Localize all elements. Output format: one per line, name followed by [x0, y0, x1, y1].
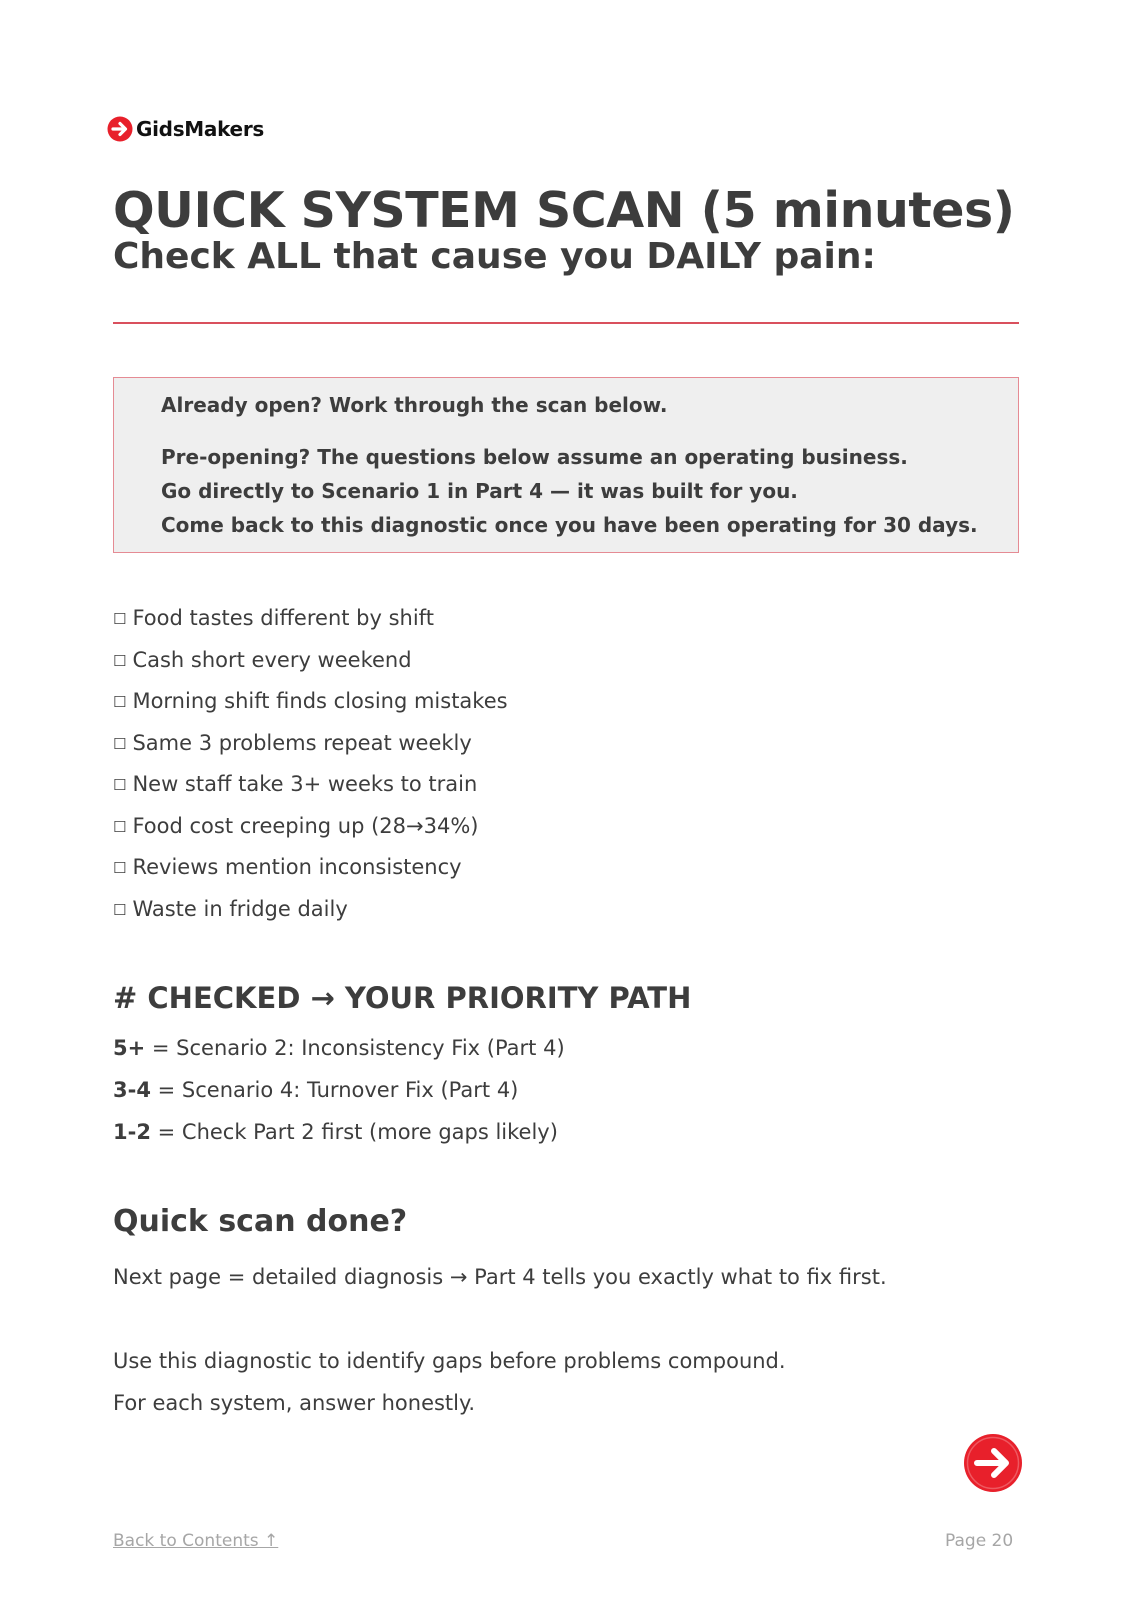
checkbox-icon[interactable]: ☐ — [113, 776, 127, 794]
checklist-item-label: Reviews mention inconsistency — [132, 855, 462, 879]
priority-row — [113, 1072, 565, 1114]
page-title: QUICK SYSTEM SCAN (5 minutes) — [113, 182, 1015, 239]
checkbox-icon[interactable]: ☐ — [113, 859, 127, 877]
checklist-item[interactable] — [113, 849, 508, 891]
priority-count: 1-2 — [113, 1120, 151, 1144]
priority-path-heading: # CHECKED → YOUR PRIORITY PATH — [113, 981, 692, 1015]
priority-count: 3-4 — [113, 1078, 151, 1102]
notice-line-scenario: Go directly to Scenario 1 in Part 4 — it was built for you. — [161, 479, 798, 503]
checklist-item-label: Food tastes different by shift — [132, 606, 434, 630]
checklist-item[interactable] — [113, 766, 508, 808]
closing-note — [113, 1340, 786, 1424]
priority-text: = Scenario 4: Turnover Fix (Part 4) — [150, 1078, 519, 1102]
checkbox-icon[interactable]: ☐ — [113, 693, 127, 711]
notice-box — [113, 377, 1019, 553]
checklist-item-label: Waste in fridge daily — [132, 896, 348, 921]
title-divider — [113, 322, 1019, 324]
checkbox-icon[interactable]: ☐ — [113, 734, 127, 753]
page-subtitle: Check ALL that cause you DAILY pain: — [113, 236, 876, 277]
back-to-contents-link[interactable]: Back to Contents ↑ — [113, 1531, 279, 1551]
checklist-item[interactable] — [113, 642, 508, 684]
pain-checklist — [113, 600, 508, 932]
checklist-item[interactable] — [113, 725, 508, 767]
notice-line-preopening: Pre-opening? The questions below assume an operating business. — [161, 445, 908, 469]
notice-line-comeback: Come back to this diagnostic once you have been operating for 30 days. — [161, 513, 978, 537]
brand-name: GidsMakers — [136, 117, 264, 141]
priority-text: = Scenario 2: Inconsistency Fix (Part 4) — [145, 1036, 565, 1060]
checklist-item[interactable] — [113, 891, 508, 933]
priority-row — [113, 1114, 565, 1156]
scan-done-text: Next page = detailed diagnosis → Part 4 tells you exactly what to fix first. — [113, 1265, 887, 1289]
checklist-item[interactable] — [113, 683, 508, 725]
checkbox-icon[interactable]: ☐ — [113, 817, 127, 836]
arrow-right-circle-icon — [963, 1433, 1023, 1493]
priority-path-list — [113, 1030, 565, 1156]
closing-line: Use this diagnostic to identify gaps before problems compound. — [113, 1349, 786, 1373]
checklist-item-label: Morning shift finds closing mistakes — [132, 689, 508, 713]
checklist-item[interactable] — [113, 808, 508, 850]
page-number: Page 20 — [945, 1531, 1014, 1551]
checkbox-icon[interactable]: ☐ — [113, 900, 127, 919]
checklist-item-label: Food cost creeping up (28→34%) — [132, 813, 479, 838]
checklist-item-label: New staff take 3+ weeks to train — [132, 772, 478, 796]
checklist-item-label: Same 3 problems repeat weekly — [132, 730, 472, 755]
priority-text: = Check Part 2 first (more gaps likely) — [150, 1120, 558, 1144]
checkbox-icon[interactable]: ☐ — [113, 651, 127, 670]
arrow-right-circle-icon — [107, 116, 133, 142]
next-page-button[interactable] — [963, 1433, 1023, 1493]
scan-done-heading: Quick scan done? — [113, 1204, 408, 1239]
brand-logo — [107, 116, 264, 142]
checklist-item[interactable] — [113, 600, 508, 642]
checkbox-icon[interactable]: ☐ — [113, 610, 127, 628]
priority-count: 5+ — [113, 1036, 146, 1060]
priority-row — [113, 1030, 565, 1072]
notice-line-open: Already open? Work through the scan below. — [161, 393, 668, 417]
closing-line: For each system, answer honestly. — [113, 1391, 476, 1415]
checklist-item-label: Cash short every weekend — [132, 647, 412, 672]
